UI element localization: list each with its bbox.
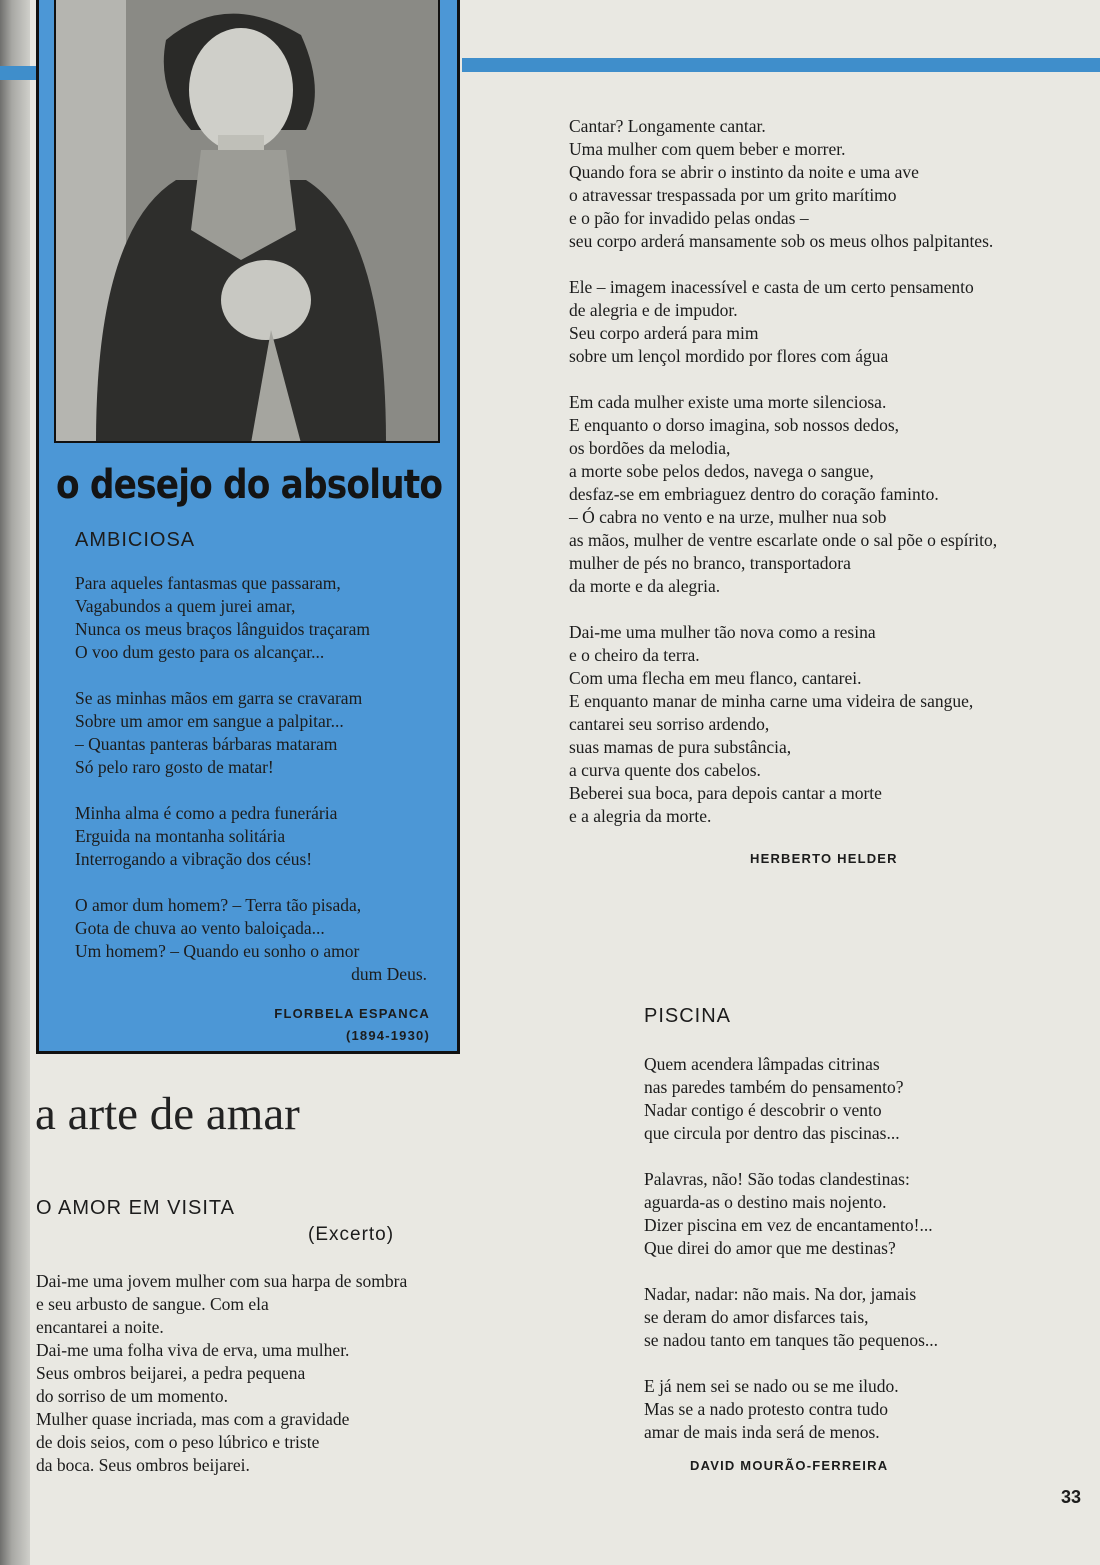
poem-line: Se as minhas mãos em garra se cravaram bbox=[75, 688, 363, 708]
poem-line: O voo dum gesto para os alcançar... bbox=[75, 642, 325, 662]
stanza bbox=[569, 115, 997, 253]
stanza bbox=[644, 1375, 938, 1444]
poem-line: desfaz-se em embriaguez dentro do coração faminto. bbox=[569, 484, 939, 504]
author-credit-florbela bbox=[230, 1003, 430, 1047]
poem-line: Beberei sua boca, para depois cantar a morte bbox=[569, 783, 882, 803]
poem-line: Dai-me uma jovem mulher com sua harpa de sombra bbox=[36, 1271, 408, 1291]
poem-line: Mas se a nado protesto contra tudo bbox=[644, 1399, 888, 1419]
poem-line: amar de mais inda será de menos. bbox=[644, 1422, 880, 1442]
poem-line: seu corpo arderá mansamente sob os meus olhos palpitantes. bbox=[569, 231, 994, 251]
author-credit-herberto: HERBERTO HELDER bbox=[750, 851, 898, 866]
poem-line: Minha alma é como a pedra funerária bbox=[75, 803, 338, 823]
stanza bbox=[75, 802, 427, 871]
poem-line: Nunca os meus braços lânguidos traçaram bbox=[75, 619, 370, 639]
poem-line: Nadar, nadar: não mais. Na dor, jamais bbox=[644, 1284, 917, 1304]
author-name: FLORBELA ESPANCA bbox=[274, 1006, 430, 1021]
poem-line: E enquanto o dorso imagina, sob nossos dedos, bbox=[569, 415, 900, 435]
poem-title-piscina: PISCINA bbox=[644, 1005, 732, 1027]
stanza bbox=[569, 391, 997, 598]
poem-line: – Quantas panteras bárbaras mataram bbox=[75, 734, 338, 754]
feature-title: o desejo do absoluto bbox=[56, 462, 443, 508]
stanza bbox=[644, 1053, 938, 1145]
poem-line: Palavras, não! São todas clandestinas: bbox=[644, 1169, 910, 1189]
top-blue-stripe bbox=[462, 58, 1100, 72]
poem-line: Quem acendera lâmpadas citrinas bbox=[644, 1054, 880, 1074]
poem-herberto-helder bbox=[569, 115, 997, 828]
poem-line: da boca. Seus ombros beijarei. bbox=[36, 1455, 250, 1475]
poem-line: mulher de pés no branco, transportadora bbox=[569, 553, 851, 573]
poem-line: Seus ombros beijarei, a pedra pequena bbox=[36, 1363, 306, 1383]
poem-line: Erguida na montanha solitária bbox=[75, 826, 286, 846]
author-credit-david: DAVID MOURÃO-FERREIRA bbox=[690, 1458, 889, 1473]
poem-line: Sobre um amor em sangue a palpitar... bbox=[75, 711, 344, 731]
poem-line: os bordões da melodia, bbox=[569, 438, 731, 458]
poem-line: Cantar? Longamente cantar. bbox=[569, 116, 766, 136]
stanza bbox=[569, 276, 997, 368]
poem-line: de dois seios, com o peso lúbrico e triste bbox=[36, 1432, 320, 1452]
poem-line: Que direi do amor que me destinas? bbox=[644, 1238, 896, 1258]
poem-line: O amor dum homem? – Terra tão pisada, bbox=[75, 895, 362, 915]
stanza bbox=[644, 1283, 938, 1352]
poem-line: do sorriso de um momento. bbox=[36, 1386, 228, 1406]
poem-line: Gota de chuva ao vento baloiçada... bbox=[75, 918, 325, 938]
poem-piscina bbox=[644, 1053, 938, 1444]
poem-line: Vagabundos a quem jurei amar, bbox=[75, 596, 296, 616]
poem-line: dum Deus. bbox=[351, 964, 427, 984]
portrait-photo bbox=[54, 0, 440, 443]
poem-line: nas paredes também do pensamento? bbox=[644, 1077, 904, 1097]
portrait-illustration bbox=[56, 0, 440, 443]
poem-line: se deram do amor disfarces tais, bbox=[644, 1307, 869, 1327]
poem-line: Com uma flecha em meu flanco, cantarei. bbox=[569, 668, 862, 688]
poem-line: encantarei a noite. bbox=[36, 1317, 164, 1337]
stanza bbox=[75, 894, 427, 986]
stanza bbox=[569, 621, 997, 828]
section-title: a arte de amar bbox=[35, 1088, 300, 1140]
poem-line: Para aqueles fantasmas que passaram, bbox=[75, 573, 341, 593]
poem-line: que circula por dentro das piscinas... bbox=[644, 1123, 900, 1143]
poem-line: Dizer piscina em vez de encantamento!... bbox=[644, 1215, 933, 1235]
poem-line: e a alegria da morte. bbox=[569, 806, 712, 826]
page-number: 33 bbox=[1061, 1487, 1082, 1507]
poem-line: Seu corpo arderá para mim bbox=[569, 323, 759, 343]
poem-line: – Ó cabra no vento e na urze, mulher nua sob bbox=[569, 507, 887, 527]
poem-line: Só pelo raro gosto de matar! bbox=[75, 757, 274, 777]
poem-line: Mulher quase incriada, mas com a gravidade bbox=[36, 1409, 350, 1429]
poem-line: o atravessar trespassada por um grito marítimo bbox=[569, 185, 897, 205]
book-spine-shadow bbox=[0, 0, 30, 1565]
poem-line: Quando fora se abrir o instinto da noite e uma ave bbox=[569, 162, 919, 182]
poem-line: Nadar contigo é descobrir o vento bbox=[644, 1100, 882, 1120]
poem-line: Em cada mulher existe uma morte silenciosa. bbox=[569, 392, 887, 412]
poem-line: Um homem? – Quando eu sonho o amor bbox=[75, 941, 360, 961]
poem-line: Ele – imagem inacessível e casta de um certo pensamento bbox=[569, 277, 974, 297]
poem-line: e o cheiro da terra. bbox=[569, 645, 700, 665]
poem-line: Uma mulher com quem beber e morrer. bbox=[569, 139, 846, 159]
left-blue-stripe bbox=[0, 66, 36, 80]
poem-line: a curva quente dos cabelos. bbox=[569, 760, 761, 780]
poem-line: as mãos, mulher de ventre escarlate onde o sal põe o espírito, bbox=[569, 530, 998, 550]
poem-line: a morte sobe pelos dedos, navega o sangue, bbox=[569, 461, 874, 481]
poem-line: E enquanto manar de minha carne uma videira de sangue, bbox=[569, 691, 974, 711]
poem-line: Dai-me uma mulher tão nova como a resina bbox=[569, 622, 876, 642]
poem-line: sobre um lençol mordido por flores com água bbox=[569, 346, 889, 366]
poem-line: suas mamas de pura substância, bbox=[569, 737, 792, 757]
stanza bbox=[75, 687, 427, 779]
poem-line: aguarda-as o destino mais nojento. bbox=[644, 1192, 887, 1212]
poem-line: da morte e da alegria. bbox=[569, 576, 721, 596]
excerpt-label: (Excerto) bbox=[308, 1224, 395, 1245]
stanza bbox=[75, 572, 427, 664]
poem-line: Interrogando a vibração dos céus! bbox=[75, 849, 313, 869]
stanza bbox=[644, 1168, 938, 1260]
poem-line: Dai-me uma folha viva de erva, uma mulher. bbox=[36, 1340, 350, 1360]
author-years: (1894-1930) bbox=[345, 1028, 430, 1043]
poem-line: se nadou tanto em tanques tão pequenos... bbox=[644, 1330, 939, 1350]
poem-title-ambiciosa: AMBICIOSA bbox=[75, 529, 196, 551]
poem-line: e seu arbusto de sangue. Com ela bbox=[36, 1294, 269, 1314]
poem-line: cantarei seu sorriso ardendo, bbox=[569, 714, 770, 734]
poem-amor-em-visita bbox=[36, 1270, 407, 1477]
poem-line: e o pão for invadido pelas ondas – bbox=[569, 208, 809, 228]
poem-ambiciosa bbox=[75, 572, 427, 986]
poem-line: de alegria e de impudor. bbox=[569, 300, 738, 320]
poem-line: E já nem sei se nado ou se me iludo. bbox=[644, 1376, 899, 1396]
poem-title-amor-em-visita: O AMOR EM VISITA bbox=[36, 1197, 235, 1219]
